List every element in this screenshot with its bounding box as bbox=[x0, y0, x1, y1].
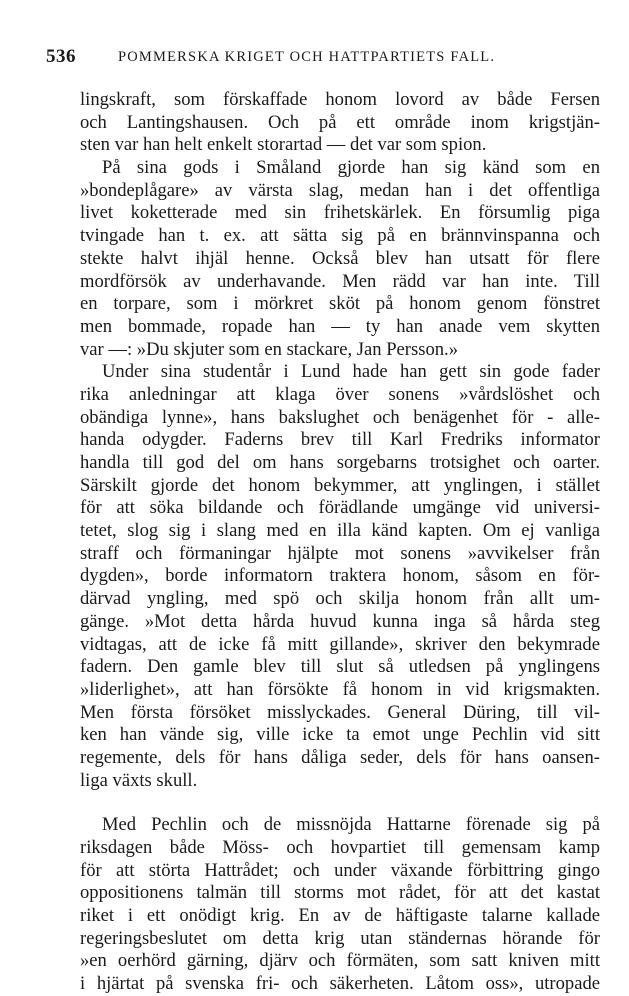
paragraph bbox=[80, 361, 600, 792]
text-line: handa odygder. Faderns brev till Karl Fredriks informator bbox=[80, 429, 600, 451]
text-line: för att störta Hattrådet; och under växande förbittring gingo bbox=[80, 859, 600, 881]
text-line: tetet, slog sig i slang med en illa känd kapten. Om ej vanliga bbox=[80, 520, 600, 542]
text-line: sten var han helt enkelt storartad — det var som spion. bbox=[80, 134, 487, 156]
text-line: stekte halvt ihjäl henne. Också blev han utsatt för flere bbox=[80, 247, 600, 269]
page-number: 536 bbox=[46, 46, 76, 67]
text-line: tvingade han t. ex. att sätta sig på en brännvinspanna och bbox=[80, 225, 600, 247]
text-line: vidtagas, att de icke få mitt gillande», skriver den bekymrade bbox=[80, 633, 600, 655]
page-header bbox=[46, 46, 594, 72]
text-line: lingskraft, som förskaffade honom lovord av både Fersen bbox=[80, 89, 600, 110]
text-line: men bommade, ropade han — ty han anade vem skytten bbox=[80, 315, 600, 337]
text-line: en torpare, som i mörkret sköt på honom genom fönstret bbox=[80, 293, 600, 315]
paragraph bbox=[80, 814, 600, 996]
text-line: gänge. »Mot detta hårda huvud kunna inga så hårda steg bbox=[80, 610, 600, 632]
text-line: »en oerhörd gärning, djärv och förmäten, som satt kniven mitt bbox=[80, 950, 600, 972]
text-line: »liderlighet», att han försökte få honom in vid krigsmakten. bbox=[80, 678, 600, 700]
text-line: regemente, dels för hans dåliga seder, dels för hans oansen- bbox=[80, 746, 600, 768]
text-line: och Lantingshausen. Och på ett område inom krigstjän- bbox=[80, 111, 600, 133]
body-text bbox=[80, 89, 600, 996]
text-line: Under sina studentår i Lund hade han gett sin gode fader bbox=[102, 361, 600, 383]
text-line: var —: »Du skjuter som en stackare, Jan Persson.» bbox=[80, 338, 458, 360]
text-line: riksdagen både Möss- och hovpartiet till gemensam kamp bbox=[80, 837, 600, 858]
text-line: i hjärtat på svenska fri- och säkerheten. Låtom oss», utropade bbox=[80, 973, 600, 995]
text-line: handla till god del om hans sorgebarns trotsighet och oarter. bbox=[80, 452, 600, 473]
text-line: »bondeplågare» av värsta slag, medan han i det offentliga bbox=[80, 179, 600, 201]
text-line: obändiga lynne», hans bakslughet och benägenhet för - alle- bbox=[80, 406, 600, 428]
text-line: Med Pechlin och de missnöjda Hattarne förenade sig på bbox=[102, 814, 600, 836]
text-line: dygden», borde informatorn traktera honom, såsom en för- bbox=[80, 565, 600, 587]
text-line: regeringsbeslutet om detta krig utan ständernas hörande för bbox=[80, 927, 600, 949]
running-title: POMMERSKA KRIGET OCH HATTPARTIETS FALL. bbox=[118, 49, 496, 65]
text-line: straff och förmaningar hjälpte mot sonens »avvikelser från bbox=[80, 542, 600, 564]
text-line: oppositionens talmän till storms mot rådet, för att det kastat bbox=[80, 882, 600, 904]
text-line: ken han vände sig, ville icke ta emot unge Pechlin vid sitt bbox=[80, 724, 600, 746]
text-line: liga växts skull. bbox=[80, 769, 198, 791]
text-line: Särskilt gjorde det honom bekymmer, att ynglingen, i stället bbox=[80, 474, 600, 496]
text-line: Men första försöket misslyckades. General Düring, till vil- bbox=[80, 701, 600, 723]
text-line: mordförsök av underhavande. Men rädd var han inte. Till bbox=[80, 270, 600, 292]
text-line: På sina gods i Småland gjorde han sig känd som en bbox=[102, 157, 600, 179]
text-line: livet koketterade med sin frihetskärlek. En försumlig piga bbox=[80, 202, 600, 224]
text-line: riket i ett onödigt krig. En av de häftigaste talarne kallade bbox=[80, 905, 600, 927]
text-line: för att söka bildande och förädlande umgänge vid universi- bbox=[80, 497, 600, 519]
paragraph bbox=[80, 157, 600, 361]
text-line: fadern. Den gamle blev till slut så utledsen på ynglingens bbox=[80, 656, 600, 678]
paragraph bbox=[80, 89, 600, 157]
text-line: rika anledningar att klaga över sonens »vårdslöshet och bbox=[80, 383, 600, 405]
text-line: därvad yngling, med spö och skilja honom från allt um- bbox=[80, 588, 600, 610]
